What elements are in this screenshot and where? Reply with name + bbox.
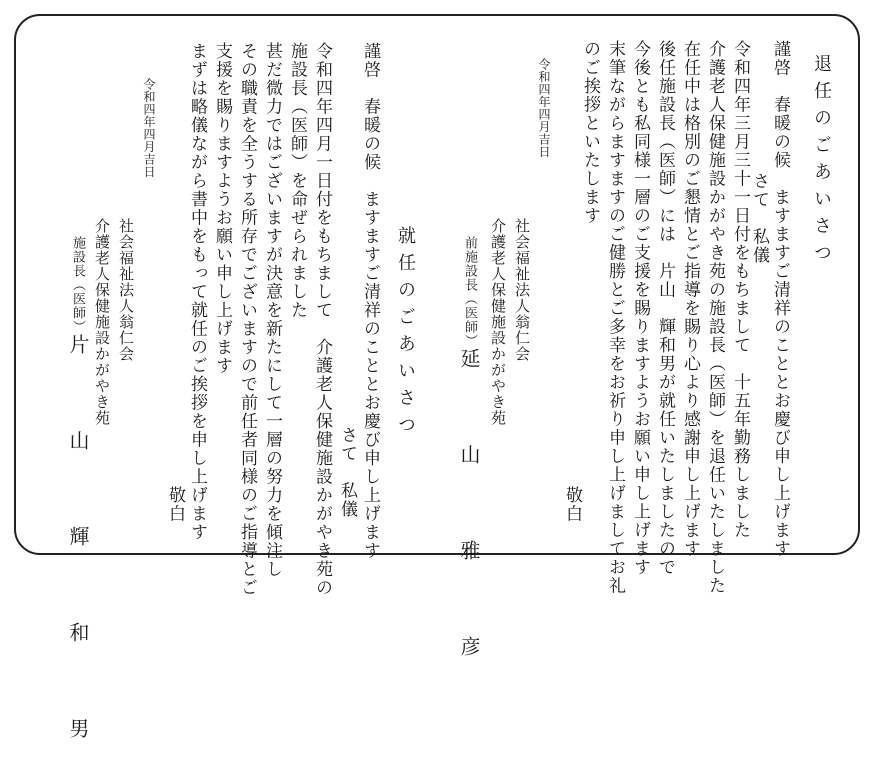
appointment-closing: 敬白 bbox=[165, 486, 185, 523]
retirement-line-5: 在任中は格別のご懇情とご指導を賜り心より感謝申し上げます bbox=[680, 40, 700, 558]
retirement-org-2: 介護老人保健施設かがやき苑 bbox=[489, 218, 507, 426]
appointment-org-1: 社会福祉法人翁仁会 bbox=[117, 218, 135, 362]
appointment-org-2: 介護老人保健施設かがやき苑 bbox=[93, 218, 111, 426]
retirement-line-9: のご挨拶といたします bbox=[580, 40, 600, 225]
retirement-closing: 敬白 bbox=[562, 486, 582, 523]
appointment-line-1: 謹啓 春暖の候 ますますご清祥のこととお慶び申し上げます bbox=[360, 42, 380, 560]
retirement-line-6: 後任施設長（医師）には 片山 輝和男が就任いたしましたので bbox=[655, 40, 675, 577]
retirement-line-3: 令和四年三月三十一日付をもちまして 十五年勤務しました bbox=[730, 40, 750, 540]
retirement-date: 令和四年四月吉日 bbox=[537, 58, 551, 158]
appointment-line-5: 甚だ微力ではございますが決意を新たにして一層の努力を傾注し bbox=[262, 42, 282, 579]
retirement-line-8: 末筆ながらますますのご健勝とご多幸をお祈り申し上げましてお礼 bbox=[605, 40, 625, 595]
appointment-line-4: 施設長（医師）を命ぜられました bbox=[287, 42, 307, 320]
retirement-line-2: さて 私儀 bbox=[749, 172, 769, 265]
retirement-signer-name: 延 山 雅 彦 bbox=[457, 348, 481, 684]
appointment-date: 令和四年四月吉日 bbox=[142, 78, 156, 178]
retirement-line-1: 謹啓 春暖の候 ますますご清祥のこととお慶び申し上げます bbox=[770, 40, 790, 558]
appointment-signer-name: 片 山 輝 和 男 bbox=[66, 334, 90, 766]
appointment-title: 就任のごあいさつ bbox=[395, 226, 416, 442]
appointment-line-3: 令和四年四月一日付をもちまして 介護老人保健施設かがやき苑の bbox=[312, 42, 332, 597]
retirement-line-4: 介護老人保健施設かがやき苑の施設長（医師）を退任いたしました bbox=[705, 40, 725, 595]
appointment-signer-title: 施設長（医師） bbox=[70, 236, 85, 334]
retirement-org-1: 社会福祉法人翁仁会 bbox=[513, 218, 531, 362]
appointment-line-8: まずは略儀ながら書中をもって就任のご挨拶を申し上げます bbox=[187, 42, 207, 542]
retirement-title: 退任のごあいさつ bbox=[811, 54, 832, 270]
retirement-line-7: 今後とも私同様一層のご支援を賜りますようお願い申し上げます bbox=[630, 40, 650, 577]
appointment-line-6: その職責を全うする所存でございますので前任者同様のご指導とご bbox=[237, 42, 257, 597]
appointment-line-7: 支援を賜りますようお願い申し上げます bbox=[212, 42, 232, 375]
retirement-signer-title: 前施設長（医師） bbox=[462, 236, 477, 348]
appointment-line-2: さて 私儀 bbox=[337, 426, 357, 519]
